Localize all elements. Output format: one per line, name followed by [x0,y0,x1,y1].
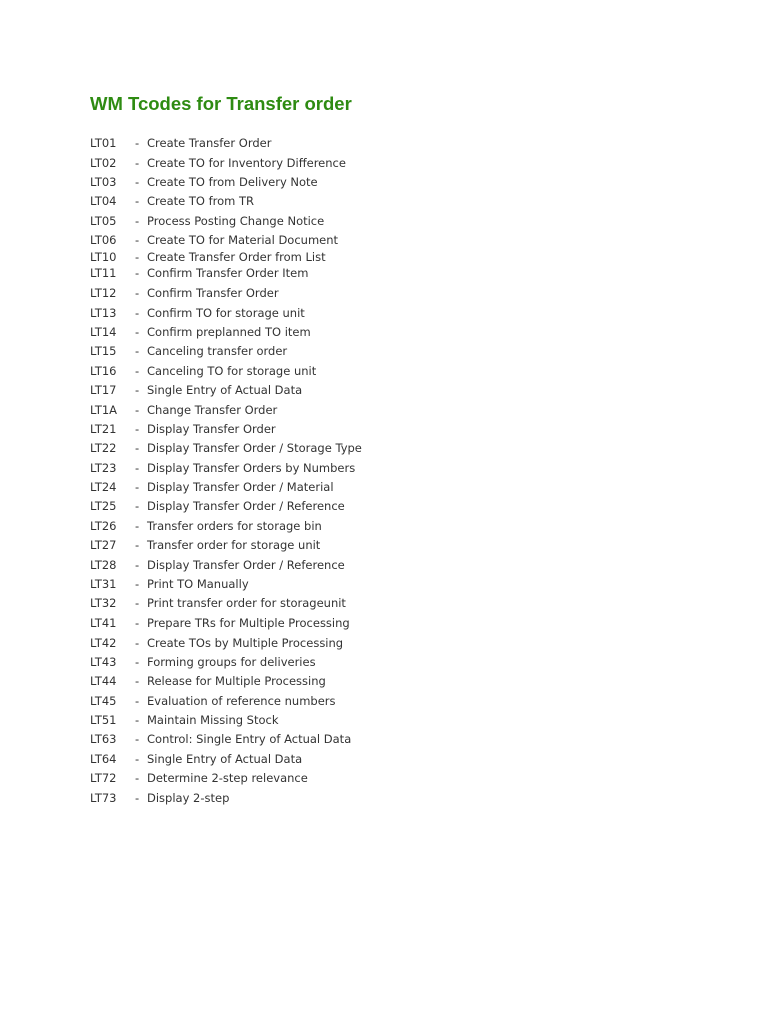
tcode-description: Display Transfer Order / Reference [147,558,345,572]
tcode-code: LT72 [90,771,117,785]
tcode-code: LT11 [90,266,117,280]
tcode-code: LT23 [90,461,117,475]
tcode-separator: - [135,286,140,300]
tcode-description: Display Transfer Orders by Numbers [147,461,356,475]
tcode-description: Single Entry of Actual Data [147,383,303,397]
tcode-separator: - [135,499,140,513]
tcode-separator: - [135,175,140,189]
tcode-description: Change Transfer Order [147,403,278,417]
tcode-code: LT32 [90,596,117,610]
tcode-description: Control: Single Entry of Actual Data [147,732,352,746]
tcode-description: Create TO for Inventory Difference [147,156,346,170]
tcode-separator: - [135,441,140,455]
tcode-code: LT17 [90,383,117,397]
tcode-code: LT31 [90,577,117,591]
tcode-code: LT22 [90,441,117,455]
tcode-code: LT45 [90,694,117,708]
tcode-description: Evaluation of reference numbers [147,694,336,708]
tcode-separator: - [135,655,140,669]
tcode-code: LT02 [90,156,117,170]
tcode-code: LT05 [90,214,117,228]
tcode-description: Single Entry of Actual Data [147,752,303,766]
tcode-description: Display Transfer Order [147,422,276,436]
tcode-code: LT28 [90,558,117,572]
tcode-code: LT42 [90,636,117,650]
tcode-separator: - [135,674,140,688]
tcode-description: Maintain Missing Stock [147,713,279,727]
tcode-description: Process Posting Change Notice [147,214,325,228]
tcode-code: LT43 [90,655,117,669]
tcode-description: Create TO from TR [147,194,255,208]
tcode-description: Display Transfer Order / Reference [147,499,345,513]
page-title: WM Tcodes for Transfer order [90,93,352,114]
tcode-description: Display 2-step [147,791,230,805]
tcode-description: Forming groups for deliveries [147,655,316,669]
tcode-separator: - [135,596,140,610]
tcode-description: Release for Multiple Processing [147,674,326,688]
tcode-description: Display Transfer Order / Storage Type [147,441,362,455]
tcode-code: LT15 [90,344,117,358]
tcode-separator: - [135,306,140,320]
tcode-separator: - [135,422,140,436]
tcode-separator: - [135,461,140,475]
tcode-description: Create Transfer Order from List [147,250,326,264]
tcode-separator: - [135,344,140,358]
tcode-code: LT44 [90,674,117,688]
tcode-code: LT04 [90,194,117,208]
tcode-code: LT27 [90,538,117,552]
tcode-code: LT03 [90,175,117,189]
tcode-separator: - [135,266,140,280]
tcode-code: LT41 [90,616,117,630]
tcode-separator: - [135,771,140,785]
tcode-separator: - [135,558,140,572]
tcode-separator: - [135,233,140,247]
tcode-code: LT73 [90,791,117,805]
tcode-separator: - [135,250,140,264]
tcode-description: Create TO for Material Document [147,233,339,247]
tcode-description: Transfer orders for storage bin [147,519,322,533]
tcode-separator: - [135,577,140,591]
tcode-code: LT63 [90,732,117,746]
tcode-separator: - [135,403,140,417]
tcode-description: Confirm Transfer Order [147,286,279,300]
tcode-separator: - [135,194,140,208]
tcode-code: LT51 [90,713,117,727]
tcode-description: Create TO from Delivery Note [147,175,318,189]
tcode-description: Display Transfer Order / Material [147,480,334,494]
tcode-separator: - [135,519,140,533]
tcode-description: Canceling transfer order [147,344,288,358]
tcode-separator: - [135,136,140,150]
tcode-code: LT13 [90,306,117,320]
tcode-separator: - [135,732,140,746]
tcode-description: Prepare TRs for Multiple Processing [147,616,350,630]
tcode-description: Confirm preplanned TO item [147,325,311,339]
tcode-code: LT14 [90,325,117,339]
tcode-separator: - [135,156,140,170]
tcode-description: Create Transfer Order [147,136,272,150]
tcode-code: LT21 [90,422,117,436]
tcode-description: Print TO Manually [147,577,249,591]
tcode-separator: - [135,364,140,378]
tcode-separator: - [135,752,140,766]
tcode-separator: - [135,616,140,630]
tcode-code: LT10 [90,250,117,264]
tcode-code: LT16 [90,364,117,378]
tcode-code: LT01 [90,136,117,150]
tcode-description: Canceling TO for storage unit [147,364,317,378]
tcode-separator: - [135,383,140,397]
tcode-description: Transfer order for storage unit [147,538,321,552]
tcode-description: Determine 2-step relevance [147,771,308,785]
tcode-separator: - [135,214,140,228]
tcode-code: LT64 [90,752,117,766]
tcode-description: Confirm Transfer Order Item [147,266,309,280]
tcode-code: LT26 [90,519,117,533]
tcode-code: LT1A [90,403,118,417]
tcode-separator: - [135,713,140,727]
tcode-separator: - [135,480,140,494]
tcode-separator: - [135,538,140,552]
tcode-code: LT12 [90,286,117,300]
tcode-code: LT25 [90,499,117,513]
tcode-separator: - [135,325,140,339]
tcode-separator: - [135,791,140,805]
tcode-description: Print transfer order for storageunit [147,596,346,610]
tcode-separator: - [135,636,140,650]
tcode-code: LT06 [90,233,117,247]
tcode-description: Create TOs by Multiple Processing [147,636,344,650]
tcode-description: Confirm TO for storage unit [147,306,305,320]
tcode-code: LT24 [90,480,117,494]
tcode-separator: - [135,694,140,708]
